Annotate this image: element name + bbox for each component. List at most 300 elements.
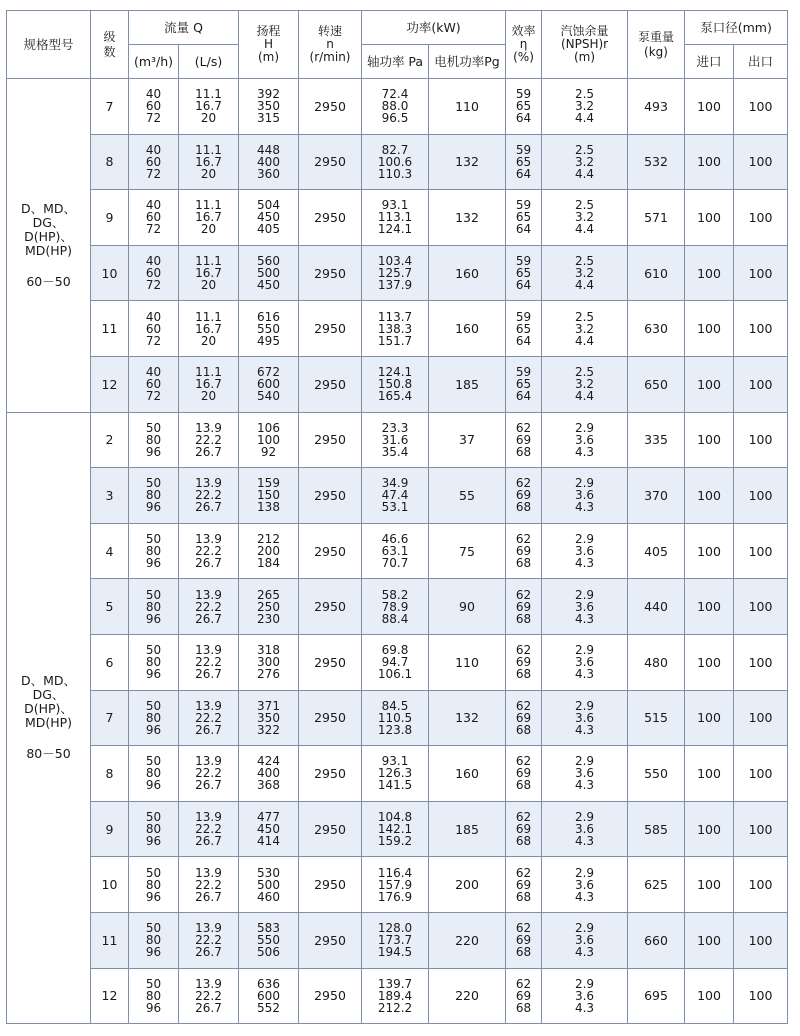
shaft-power-cell-value: 72.4 [381, 87, 409, 102]
flow-m3h-cell-value: 60 [145, 321, 162, 336]
weight-cell: 493 [628, 79, 685, 135]
flow-ls-cell-value: 22.2 [195, 599, 222, 614]
head-cell-value: 506 [257, 945, 280, 960]
shaft-power-cell-value: 31.6 [381, 432, 409, 447]
efficiency-cell [506, 356, 542, 412]
flow-m3h-cell-value: 96 [145, 556, 162, 571]
stages-cell: 5 [91, 579, 129, 635]
flow-ls-cell-value: 22.2 [195, 988, 222, 1003]
flow-m3h-cell-value: 80 [145, 822, 162, 837]
flow-ls-cell-value: 13.9 [195, 698, 222, 713]
npsh-cell-value: 3.2 [574, 154, 595, 169]
efficiency-cell-value: 68 [515, 500, 532, 515]
flow-ls-cell-value: 22.2 [195, 655, 222, 670]
header-npsh-label: 汽蚀余量 (NPSH)r (m) [560, 24, 609, 64]
npsh-cell-value: 4.4 [574, 166, 595, 181]
header-inlet-label: 进口 [696, 53, 722, 69]
speed-cell: 2950 [299, 857, 362, 913]
inlet-cell: 100 [685, 245, 734, 301]
npsh-cell [542, 746, 628, 802]
motor-power-cell: 110 [429, 634, 506, 690]
stages-cell: 10 [91, 857, 129, 913]
shaft-power-cell [362, 579, 429, 635]
npsh-cell-value: 2.9 [574, 865, 595, 880]
weight-cell: 625 [628, 857, 685, 913]
efficiency-cell-value: 68 [515, 1000, 532, 1015]
shaft-power-cell-value: 46.6 [381, 532, 409, 547]
flow-m3h-cell-value: 96 [145, 889, 162, 904]
header-flow-m3h [129, 45, 179, 79]
motor-power-cell: 110 [429, 79, 506, 135]
npsh-cell-value: 3.6 [574, 988, 595, 1003]
head-cell [239, 190, 299, 246]
flow-m3h-cell-value: 72 [145, 389, 162, 404]
flow-ls-cell-value: 26.7 [195, 611, 222, 626]
npsh-cell-value: 4.4 [574, 278, 595, 293]
flow-m3h-cell-value: 40 [145, 365, 162, 380]
npsh-cell-value: 2.9 [574, 643, 595, 658]
shaft-power-cell-value: 159.2 [377, 834, 413, 849]
head-cell-value: 560 [257, 254, 280, 269]
shaft-power-cell-value: 53.1 [381, 500, 409, 515]
outlet-cell: 100 [734, 79, 788, 135]
flow-m3h-cell-value: 50 [145, 420, 162, 435]
speed-cell: 2950 [299, 579, 362, 635]
header-row-1 [7, 11, 788, 45]
npsh-cell-value: 2.9 [574, 476, 595, 491]
flow-m3h-cell-value: 50 [145, 921, 162, 936]
flow-m3h-cell-value: 96 [145, 1000, 162, 1015]
weight-cell: 335 [628, 412, 685, 468]
shaft-power-cell [362, 690, 429, 746]
head-cell-value: 322 [257, 722, 280, 737]
flow-m3h-cell-value: 50 [145, 532, 162, 547]
efficiency-cell [506, 134, 542, 190]
header-shaft-power-label: 轴功率 Pa [366, 53, 424, 69]
flow-ls-cell [179, 746, 239, 802]
shaft-power-cell-value: 93.1 [381, 198, 409, 213]
stages-cell: 3 [91, 468, 129, 524]
npsh-cell [542, 356, 628, 412]
inlet-cell: 100 [685, 579, 734, 635]
shaft-power-cell [362, 79, 429, 135]
flow-ls-cell [179, 79, 239, 135]
flow-ls-cell-value: 13.9 [195, 921, 222, 936]
stages-cell: 8 [91, 134, 129, 190]
shaft-power-cell-value: 113.7 [377, 309, 413, 324]
header-flow-m3h-label: (m³/h) [133, 53, 174, 69]
flow-ls-cell-value: 13.9 [195, 420, 222, 435]
head-cell-value: 550 [257, 933, 280, 948]
motor-power-cell: 220 [429, 912, 506, 968]
efficiency-cell-value: 69 [515, 655, 532, 670]
head-cell-value: 318 [257, 643, 280, 658]
shaft-power-cell-value: 93.1 [381, 754, 409, 769]
table-row [7, 912, 788, 968]
flow-m3h-cell-value: 60 [145, 154, 162, 169]
stages-cell: 9 [91, 190, 129, 246]
shaft-power-cell-value: 70.7 [381, 556, 409, 571]
shaft-power-cell-value: 110.5 [377, 710, 413, 725]
head-cell-value: 392 [257, 87, 280, 102]
model-cell [7, 79, 91, 413]
flow-ls-cell-value: 13.9 [195, 754, 222, 769]
header-flow-ls-label: (L/s) [194, 53, 223, 69]
weight-cell: 532 [628, 134, 685, 190]
npsh-cell-value: 4.4 [574, 111, 595, 126]
shaft-power-cell-value: 123.8 [377, 722, 413, 737]
shaft-power-cell-value: 124.1 [377, 222, 413, 237]
npsh-cell [542, 968, 628, 1024]
weight-cell: 571 [628, 190, 685, 246]
efficiency-cell-value: 69 [515, 766, 532, 781]
table-row [7, 356, 788, 412]
head-cell [239, 634, 299, 690]
efficiency-cell [506, 857, 542, 913]
table-row [7, 523, 788, 579]
head-cell-value: 368 [257, 778, 280, 793]
flow-m3h-cell-value: 50 [145, 476, 162, 491]
shaft-power-cell-value: 128.0 [377, 921, 413, 936]
flow-m3h-cell-value: 50 [145, 976, 162, 991]
head-cell-value: 184 [257, 556, 280, 571]
header-speed-label: 转速 n (r/min) [309, 24, 351, 64]
shaft-power-cell-value: 82.7 [381, 142, 409, 157]
shaft-power-cell [362, 857, 429, 913]
shaft-power-cell-value: 34.9 [381, 476, 409, 491]
efficiency-cell-value: 62 [515, 921, 532, 936]
efficiency-cell-value: 65 [515, 154, 532, 169]
efficiency-cell [506, 912, 542, 968]
npsh-cell-value: 2.9 [574, 810, 595, 825]
efficiency-cell-value: 69 [515, 488, 532, 503]
shaft-power-cell-value: 103.4 [377, 254, 413, 269]
stages-cell: 8 [91, 746, 129, 802]
efficiency-cell-value: 68 [515, 667, 532, 682]
inlet-cell: 100 [685, 690, 734, 746]
shaft-power-cell-value: 78.9 [381, 599, 409, 614]
head-cell-value: 400 [257, 766, 280, 781]
npsh-cell-value: 4.3 [574, 667, 595, 682]
flow-ls-cell [179, 690, 239, 746]
efficiency-cell [506, 412, 542, 468]
model-name: D、MD、DG、 D(HP)、 MD(HP) [20, 673, 77, 731]
efficiency-cell-value: 68 [515, 945, 532, 960]
inlet-cell: 100 [685, 634, 734, 690]
npsh-cell-value: 3.6 [574, 599, 595, 614]
npsh-cell-value: 3.6 [574, 766, 595, 781]
flow-m3h-cell-value: 80 [145, 655, 162, 670]
head-cell-value: 600 [257, 377, 280, 392]
flow-ls-cell-value: 26.7 [195, 500, 222, 515]
efficiency-cell [506, 579, 542, 635]
npsh-cell-value: 2.5 [574, 142, 595, 157]
flow-m3h-cell-value: 50 [145, 643, 162, 658]
flow-ls-cell-value: 22.2 [195, 432, 222, 447]
flow-m3h-cell [129, 857, 179, 913]
table-row [7, 801, 788, 857]
flow-ls-cell [179, 356, 239, 412]
flow-ls-cell [179, 190, 239, 246]
shaft-power-cell-value: 189.4 [377, 988, 413, 1003]
weight-cell: 370 [628, 468, 685, 524]
head-cell [239, 245, 299, 301]
motor-power-cell: 37 [429, 412, 506, 468]
flow-m3h-cell-value: 96 [145, 778, 162, 793]
flow-m3h-cell-value: 80 [145, 766, 162, 781]
flow-ls-cell [179, 301, 239, 357]
stages-cell: 12 [91, 356, 129, 412]
npsh-cell [542, 190, 628, 246]
flow-m3h-cell-value: 40 [145, 142, 162, 157]
shaft-power-cell-value: 165.4 [377, 389, 413, 404]
stages-cell: 11 [91, 301, 129, 357]
flow-m3h-cell [129, 690, 179, 746]
table-row [7, 579, 788, 635]
efficiency-cell [506, 245, 542, 301]
flow-ls-cell-value: 13.9 [195, 810, 222, 825]
motor-power-cell: 160 [429, 301, 506, 357]
flow-m3h-cell-value: 80 [145, 710, 162, 725]
efficiency-cell-value: 68 [515, 611, 532, 626]
flow-ls-cell-value: 16.7 [195, 321, 222, 336]
head-cell [239, 468, 299, 524]
npsh-cell-value: 3.6 [574, 710, 595, 725]
flow-m3h-cell-value: 50 [145, 810, 162, 825]
head-cell-value: 405 [257, 222, 280, 237]
npsh-cell-value: 2.9 [574, 976, 595, 991]
efficiency-cell-value: 68 [515, 722, 532, 737]
flow-ls-cell-value: 26.7 [195, 722, 222, 737]
header-stages [91, 11, 129, 79]
weight-cell: 405 [628, 523, 685, 579]
efficiency-cell-value: 62 [515, 420, 532, 435]
flow-m3h-cell-value: 72 [145, 222, 162, 237]
shaft-power-cell [362, 523, 429, 579]
shaft-power-cell-value: 58.2 [381, 587, 409, 602]
flow-m3h-cell-value: 40 [145, 309, 162, 324]
flow-m3h-cell-value: 50 [145, 865, 162, 880]
efficiency-cell-value: 65 [515, 99, 532, 114]
npsh-cell [542, 301, 628, 357]
table-row [7, 857, 788, 913]
shaft-power-cell-value: 212.2 [377, 1000, 413, 1015]
efficiency-cell [506, 468, 542, 524]
shaft-power-cell-value: 88.0 [381, 99, 409, 114]
head-cell-value: 360 [257, 166, 280, 181]
flow-m3h-cell [129, 912, 179, 968]
efficiency-cell-value: 59 [515, 309, 532, 324]
outlet-cell: 100 [734, 634, 788, 690]
header-motor-power-label: 电机功率Pg [434, 53, 500, 69]
head-cell-value: 300 [257, 655, 280, 670]
efficiency-cell-value: 69 [515, 599, 532, 614]
speed-cell: 2950 [299, 412, 362, 468]
flow-m3h-cell-value: 50 [145, 587, 162, 602]
outlet-cell: 100 [734, 912, 788, 968]
flow-ls-cell-value: 22.2 [195, 766, 222, 781]
outlet-cell: 100 [734, 690, 788, 746]
efficiency-cell [506, 523, 542, 579]
head-cell-value: 460 [257, 889, 280, 904]
shaft-power-cell-value: 141.5 [377, 778, 413, 793]
head-cell [239, 746, 299, 802]
npsh-cell-value: 4.4 [574, 333, 595, 348]
flow-m3h-cell [129, 634, 179, 690]
flow-ls-cell-value: 26.7 [195, 778, 222, 793]
head-cell [239, 79, 299, 135]
header-weight [628, 11, 685, 79]
flow-m3h-cell-value: 80 [145, 877, 162, 892]
flow-ls-cell-value: 13.9 [195, 865, 222, 880]
npsh-cell-value: 3.6 [574, 488, 595, 503]
shaft-power-cell-value: 125.7 [377, 266, 413, 281]
head-cell-value: 550 [257, 321, 280, 336]
npsh-cell [542, 579, 628, 635]
outlet-cell: 100 [734, 301, 788, 357]
flow-ls-cell-value: 11.1 [195, 309, 222, 324]
head-cell-value: 230 [257, 611, 280, 626]
inlet-cell: 100 [685, 190, 734, 246]
flow-ls-cell-value: 16.7 [195, 377, 222, 392]
npsh-cell-value: 4.3 [574, 556, 595, 571]
shaft-power-cell [362, 356, 429, 412]
flow-ls-cell [179, 801, 239, 857]
header-weight-label: 泵重量 (kg) [638, 29, 675, 59]
efficiency-cell-value: 59 [515, 142, 532, 157]
npsh-cell-value: 2.5 [574, 365, 595, 380]
flow-m3h-cell-value: 60 [145, 99, 162, 114]
head-cell [239, 523, 299, 579]
motor-power-cell: 200 [429, 857, 506, 913]
flow-ls-cell-value: 13.9 [195, 976, 222, 991]
head-cell-value: 450 [257, 278, 280, 293]
motor-power-cell: 132 [429, 690, 506, 746]
flow-m3h-cell-value: 80 [145, 488, 162, 503]
npsh-cell-value: 4.3 [574, 1000, 595, 1015]
efficiency-cell [506, 801, 542, 857]
flow-ls-cell-value: 11.1 [195, 198, 222, 213]
flow-m3h-cell [129, 412, 179, 468]
motor-power-cell: 55 [429, 468, 506, 524]
header-head [239, 11, 299, 79]
flow-m3h-cell-value: 96 [145, 945, 162, 960]
efficiency-cell-value: 65 [515, 266, 532, 281]
flow-ls-cell [179, 968, 239, 1024]
header-outlet-label: 出口 [748, 53, 774, 69]
header-flow-label: 流量 Q [164, 19, 203, 35]
header-flow-ls [179, 45, 239, 79]
flow-ls-cell-value: 13.9 [195, 532, 222, 547]
npsh-cell-value: 3.2 [574, 377, 595, 392]
header-flow [129, 11, 239, 45]
flow-ls-cell-value: 26.7 [195, 945, 222, 960]
flow-m3h-cell-value: 96 [145, 500, 162, 515]
npsh-cell-value: 3.2 [574, 99, 595, 114]
head-cell-value: 583 [257, 921, 280, 936]
npsh-cell-value: 3.6 [574, 655, 595, 670]
speed-cell: 2950 [299, 190, 362, 246]
efficiency-cell-value: 64 [515, 166, 532, 181]
header-port-label: 泵口径(mm) [700, 19, 772, 35]
head-cell-value: 530 [257, 865, 280, 880]
npsh-cell-value: 2.5 [574, 87, 595, 102]
head-cell-value: 450 [257, 210, 280, 225]
stages-cell: 12 [91, 968, 129, 1024]
flow-ls-cell-value: 22.2 [195, 822, 222, 837]
head-cell-value: 540 [257, 389, 280, 404]
head-cell [239, 912, 299, 968]
npsh-cell-value: 4.3 [574, 778, 595, 793]
table-row [7, 690, 788, 746]
npsh-cell [542, 523, 628, 579]
weight-cell: 585 [628, 801, 685, 857]
flow-ls-cell-value: 22.2 [195, 877, 222, 892]
head-cell-value: 414 [257, 834, 280, 849]
head-cell-value: 500 [257, 877, 280, 892]
npsh-cell-value: 2.9 [574, 420, 595, 435]
flow-m3h-cell [129, 801, 179, 857]
efficiency-cell-value: 64 [515, 278, 532, 293]
efficiency-cell-value: 69 [515, 822, 532, 837]
head-cell-value: 106 [257, 420, 280, 435]
head-cell [239, 579, 299, 635]
table-row [7, 468, 788, 524]
inlet-cell: 100 [685, 523, 734, 579]
head-cell-value: 250 [257, 599, 280, 614]
stages-cell: 11 [91, 912, 129, 968]
shaft-power-cell [362, 746, 429, 802]
flow-ls-cell-value: 11.1 [195, 87, 222, 102]
header-efficiency-label: 效率 η (%) [511, 24, 536, 64]
npsh-cell [542, 857, 628, 913]
flow-ls-cell-value: 20 [200, 222, 217, 237]
npsh-cell-value: 2.9 [574, 587, 595, 602]
flow-m3h-cell [129, 134, 179, 190]
weight-cell: 610 [628, 245, 685, 301]
speed-cell: 2950 [299, 746, 362, 802]
inlet-cell: 100 [685, 412, 734, 468]
head-cell-value: 265 [257, 587, 280, 602]
shaft-power-cell-value: 69.8 [381, 643, 409, 658]
shaft-power-cell-value: 110.3 [377, 166, 413, 181]
speed-cell: 2950 [299, 912, 362, 968]
shaft-power-cell-value: 173.7 [377, 933, 413, 948]
speed-cell: 2950 [299, 134, 362, 190]
npsh-cell-value: 4.4 [574, 389, 595, 404]
shaft-power-cell-value: 194.5 [377, 945, 413, 960]
efficiency-cell-value: 69 [515, 432, 532, 447]
shaft-power-cell-value: 63.1 [381, 544, 409, 559]
efficiency-cell-value: 65 [515, 210, 532, 225]
shaft-power-cell-value: 139.7 [377, 976, 413, 991]
speed-cell: 2950 [299, 301, 362, 357]
efficiency-cell-value: 62 [515, 532, 532, 547]
npsh-cell-value: 3.6 [574, 933, 595, 948]
shaft-power-cell-value: 35.4 [381, 444, 409, 459]
flow-m3h-cell-value: 40 [145, 87, 162, 102]
stages-cell: 10 [91, 245, 129, 301]
flow-m3h-cell [129, 968, 179, 1024]
efficiency-cell-value: 62 [515, 976, 532, 991]
flow-ls-cell-value: 20 [200, 278, 217, 293]
shaft-power-cell [362, 801, 429, 857]
flow-m3h-cell-value: 96 [145, 722, 162, 737]
flow-ls-cell-value: 11.1 [195, 365, 222, 380]
head-cell-value: 616 [257, 309, 280, 324]
model-name: D、MD、DG、 D(HP)、 MD(HP) [20, 200, 77, 258]
flow-ls-cell-value: 22.2 [195, 933, 222, 948]
